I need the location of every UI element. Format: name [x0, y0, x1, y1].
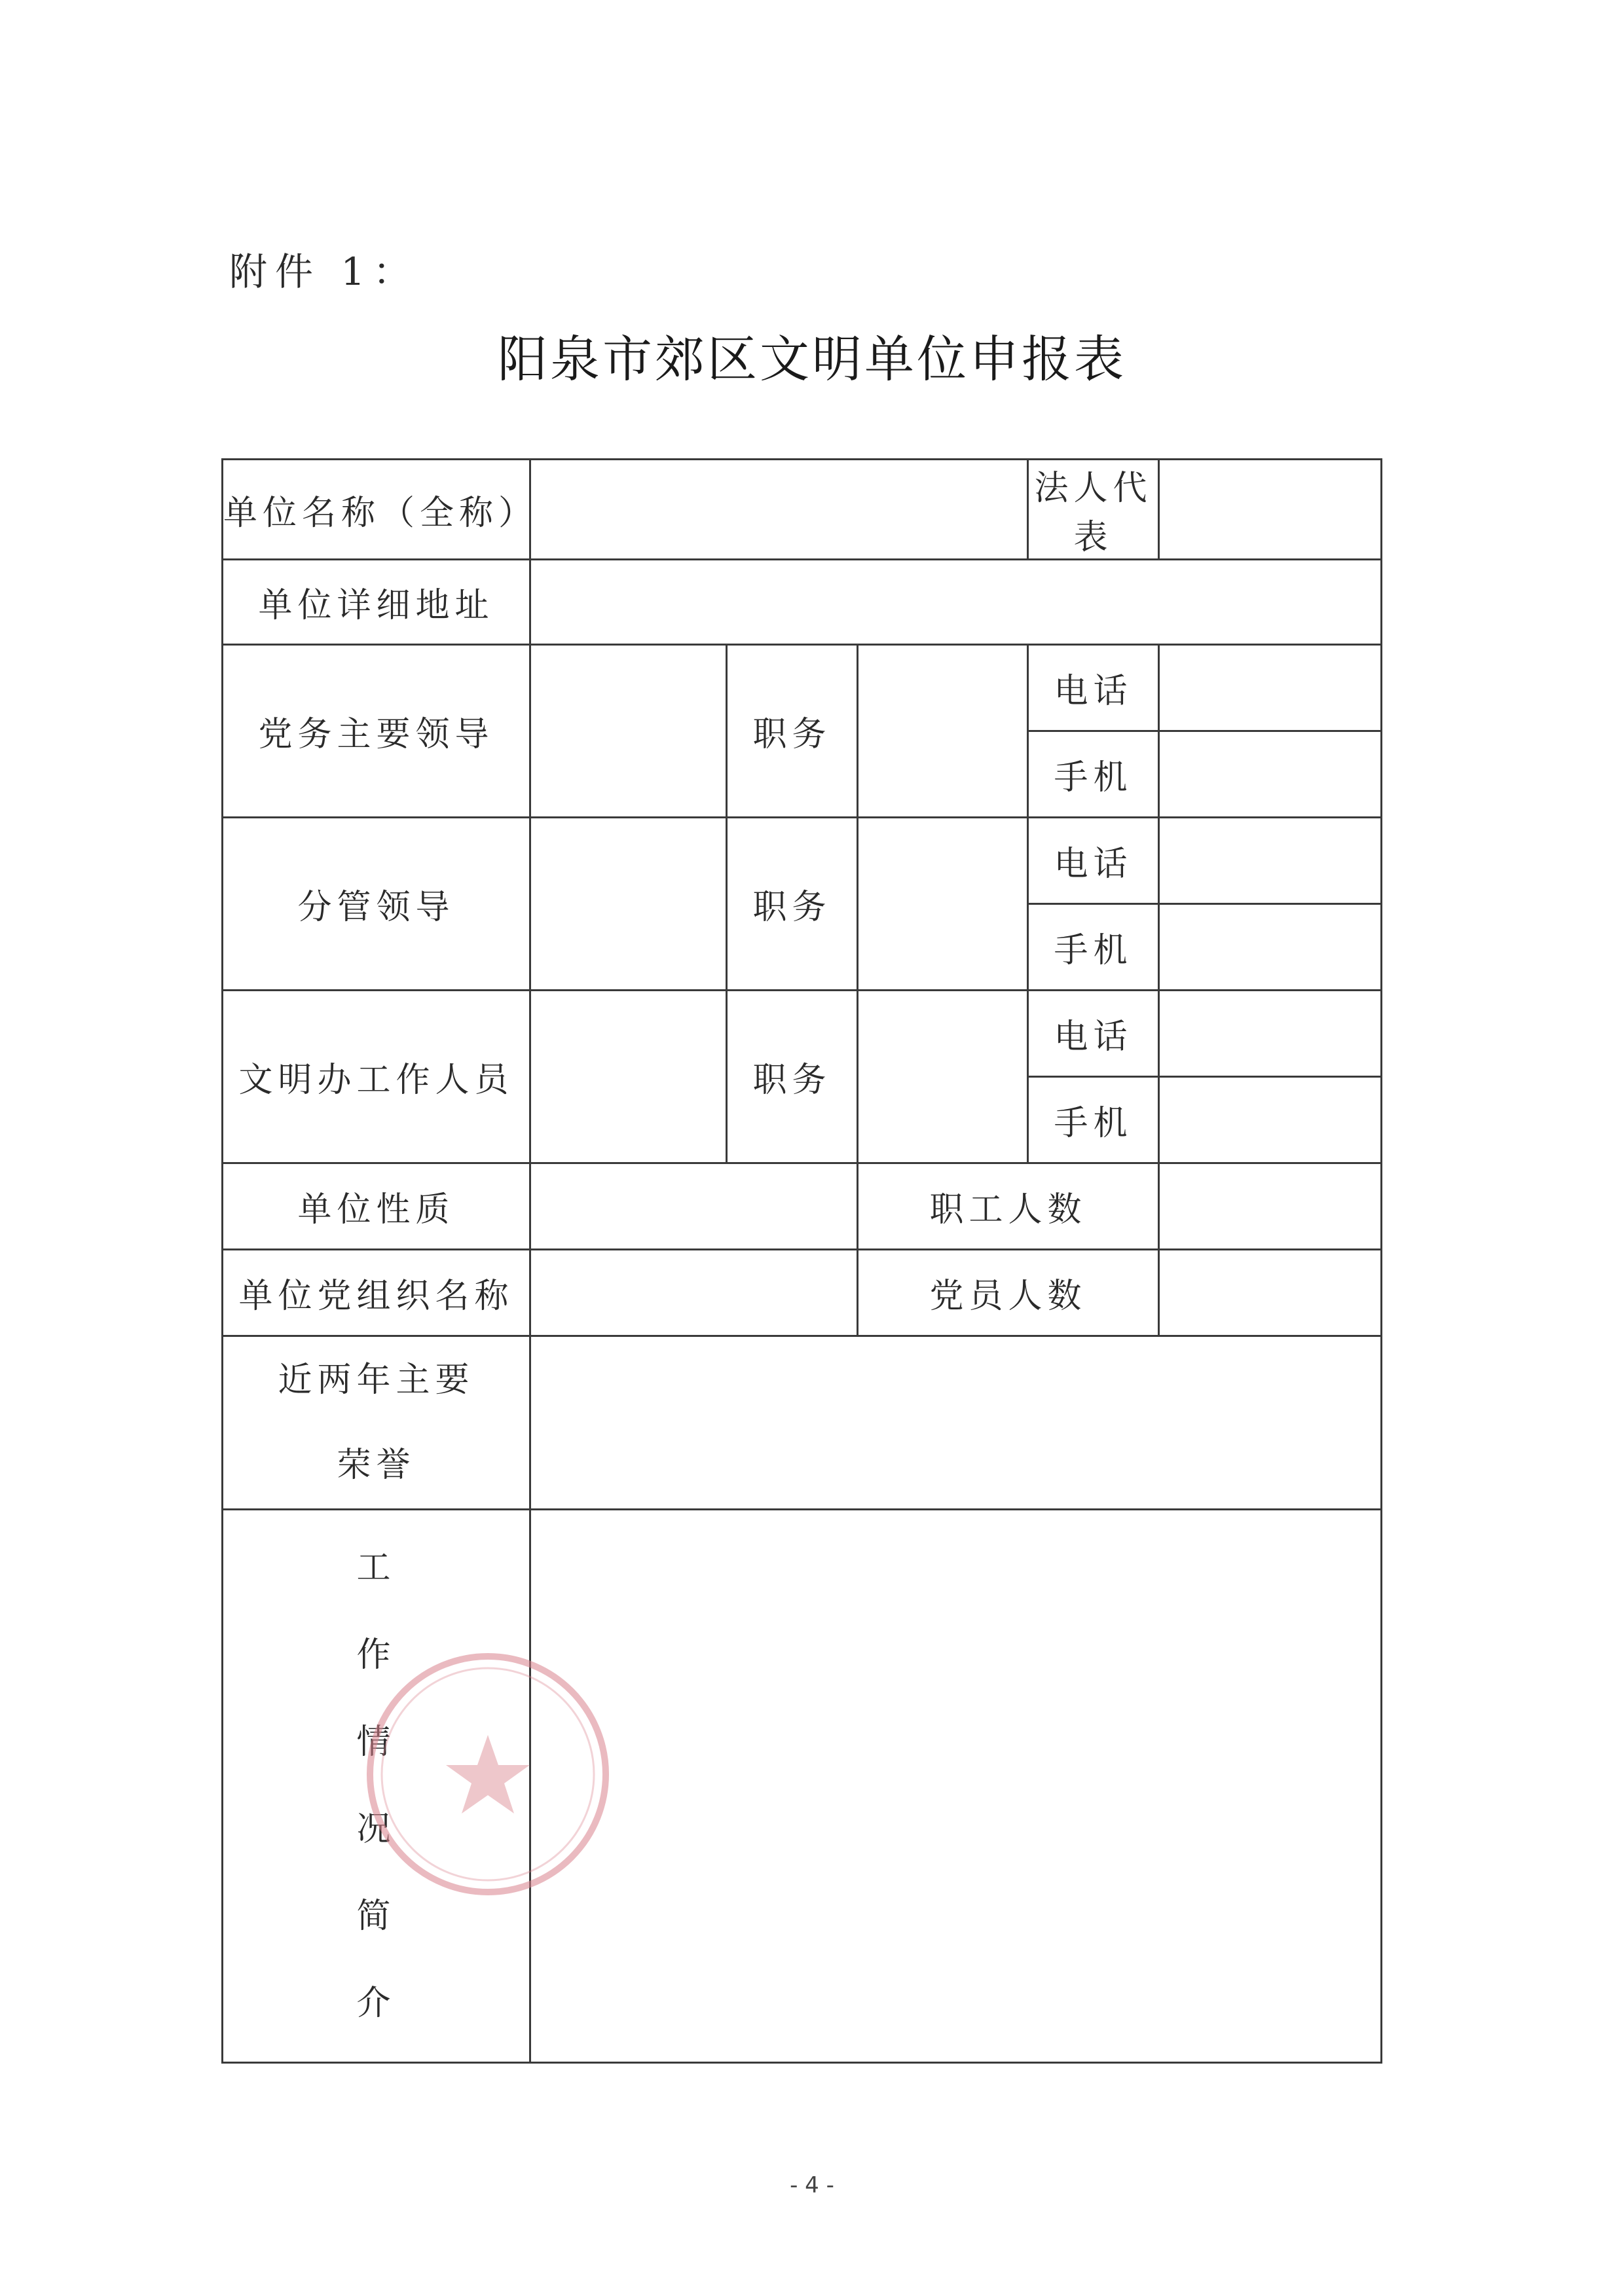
row-honors: [223, 1336, 1382, 1510]
staff-phone-cell[interactable]: [1159, 991, 1382, 1077]
staff-name-cell[interactable]: [530, 991, 727, 1163]
unit-nature-label: 单位性质: [223, 1163, 530, 1250]
supervising-leader-label: 分管领导: [223, 818, 530, 991]
row-address: [223, 560, 1382, 645]
supervising-leader-position-cell[interactable]: [858, 818, 1028, 991]
supervising-leader-phone-cell[interactable]: [1159, 818, 1382, 904]
staff-count-value-cell[interactable]: [1159, 1163, 1382, 1250]
party-leader-phone-cell[interactable]: [1159, 645, 1382, 731]
party-org-value-cell[interactable]: [530, 1250, 858, 1336]
application-form-table: [221, 458, 1382, 2064]
party-leader-phone-label: 电话: [1028, 645, 1159, 731]
work-summary-char: 作: [356, 1635, 396, 1675]
page-number: - 4 -: [790, 2172, 834, 2198]
legal-rep-label: 法人代表: [1028, 460, 1159, 560]
party-leader-name-cell[interactable]: [530, 645, 727, 818]
unit-name-value-cell[interactable]: [530, 460, 1028, 560]
party-leader-mobile-cell[interactable]: [1159, 731, 1382, 818]
party-leader-label: 党务主要领导: [223, 645, 530, 818]
staff-position-cell[interactable]: [858, 991, 1028, 1163]
honors-label: [223, 1336, 530, 1510]
party-leader-position-label: 职务: [727, 645, 858, 818]
staff-phone-label: 电话: [1028, 991, 1159, 1077]
party-member-count-label: 党员人数: [858, 1250, 1159, 1336]
honors-value-cell[interactable]: [530, 1336, 1382, 1510]
party-org-label: 单位党组织名称: [223, 1250, 530, 1336]
row-unit-nature: [223, 1163, 1382, 1250]
staff-mobile-cell[interactable]: [1159, 1077, 1382, 1163]
staff-mobile-label: 手机: [1028, 1077, 1159, 1163]
supervising-leader-name-cell[interactable]: [530, 818, 727, 991]
civility-office-staff-label: 文明办工作人员: [223, 991, 530, 1163]
address-label: 单位详细地址: [223, 560, 530, 645]
work-summary-char: 工: [356, 1548, 396, 1588]
row-party-org: [223, 1250, 1382, 1336]
supervising-leader-position-label: 职务: [727, 818, 858, 991]
row-unit-name: [223, 460, 1382, 560]
supervising-leader-mobile-cell[interactable]: [1159, 904, 1382, 991]
legal-rep-value-cell[interactable]: [1159, 460, 1382, 560]
honors-label-line1: 近两年主要: [278, 1360, 475, 1400]
row-staff-phone: [223, 991, 1382, 1077]
work-summary-label: [223, 1510, 530, 2063]
unit-name-label: 单位名称（全称）: [223, 460, 530, 560]
address-value-cell[interactable]: [530, 560, 1382, 645]
form-title: 阳泉市郊区文明单位申报表: [498, 330, 1126, 388]
party-leader-position-cell[interactable]: [858, 645, 1028, 818]
unit-nature-value-cell[interactable]: [530, 1163, 858, 1250]
row-supervising-leader-phone: [223, 818, 1382, 904]
work-summary-value-cell[interactable]: [530, 1510, 1382, 2063]
work-summary-char: 简: [356, 1897, 396, 1936]
row-work-summary: [223, 1510, 1382, 2063]
work-summary-char: 情: [356, 1722, 396, 1762]
supervising-leader-phone-label: 电话: [1028, 818, 1159, 904]
work-summary-char: 介: [356, 1984, 396, 2023]
party-leader-mobile-label: 手机: [1028, 731, 1159, 818]
party-member-count-value-cell[interactable]: [1159, 1250, 1382, 1336]
staff-position-label: 职务: [727, 991, 858, 1163]
work-summary-char: 况: [356, 1810, 396, 1849]
staff-count-label: 职工人数: [858, 1163, 1159, 1250]
row-party-leader-phone: [223, 645, 1382, 731]
supervising-leader-mobile-label: 手机: [1028, 904, 1159, 991]
attachment-label: 附件 1：: [229, 249, 419, 294]
honors-label-line2: 荣誉: [337, 1446, 416, 1485]
